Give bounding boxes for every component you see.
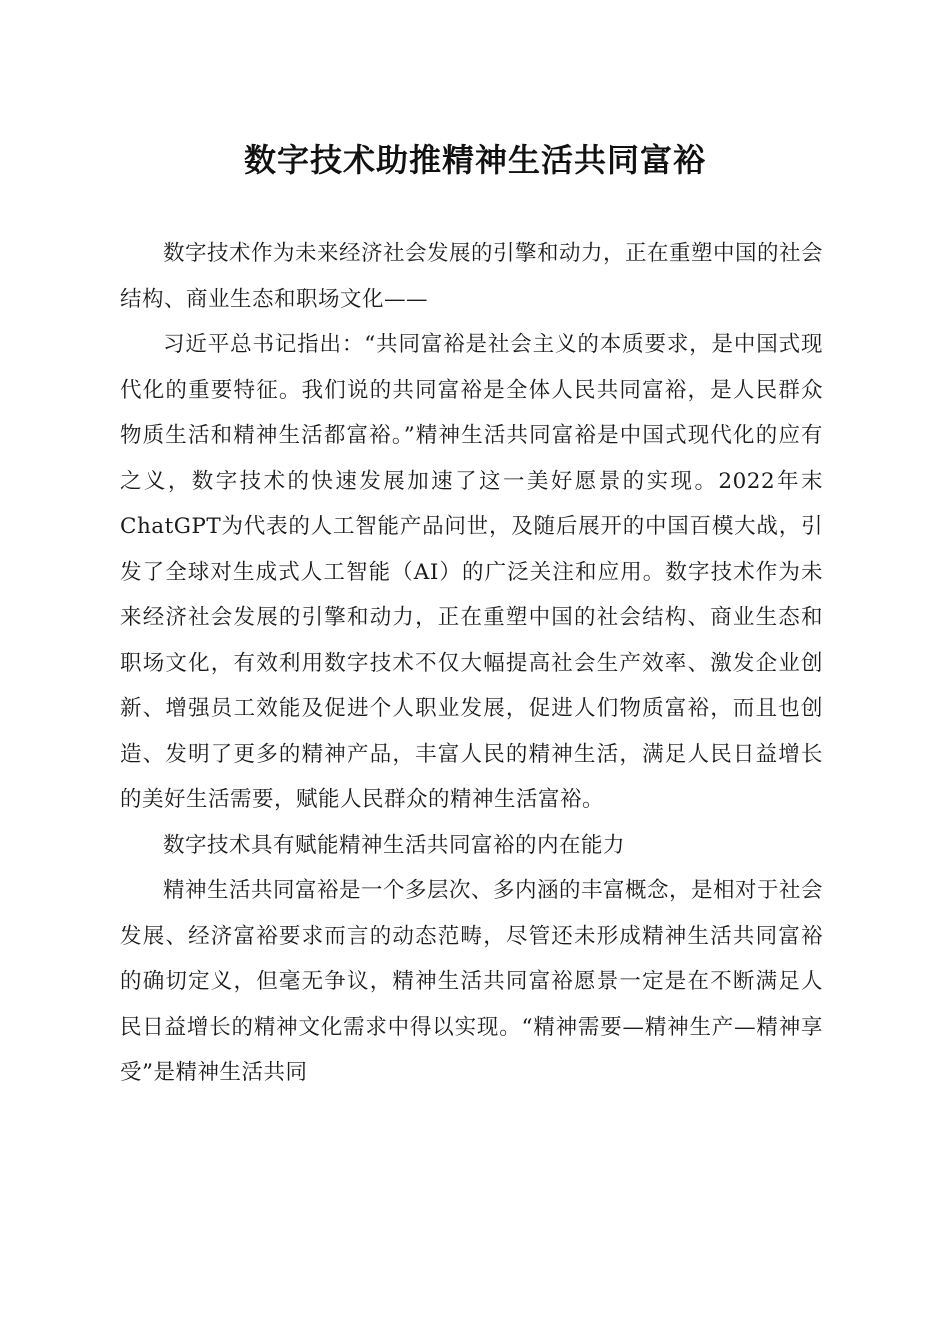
- paragraph-main: 习近平总书记指出：“共同富裕是社会主义的本质要求，是中国式现代化的重要特征。我们说的共同富裕是全体人民共同富裕，是人民群众物质生活和精神生活都富裕。”精神生活共同富裕是中国式现代化的应有之义，数字技术的快速发展加速了这一美好愿景的实现。2022年末ChatGPT为代表的人工智能产品问世，及随后展开的中国百模大战，引发了全球对生成式人工智能（AI）的广泛关注和应用。数字技术作为未来经济社会发展的引擎和动力，正在重塑中国的社会结构、商业生态和职场文化，有效利用数字技术不仅大幅提高社会生产效率、激发企业创新、增强员工效能及促进个人职业发展，促进人们物质富裕，而且也创造、发明了更多的精神产品，丰富人民的精神生活，满足人民日益增长的美好生活需要，赋能人民群众的精神生活富裕。: [120, 332, 823, 812]
- section-heading: 数字技术具有赋能精神生活共同富裕的内在能力: [163, 832, 626, 858]
- paragraph-section: 精神生活共同富裕是一个多层次、多内涵的丰富概念，是相对于社会发展、经济富裕要求而言的动态范畴，尽管还未形成精神生活共同富裕的确切定义，但毫无争议，精神生活共同富裕愿景一定是在不断满足人民日益增长的精神文化需求中得以实现。“精神需要—精神生产—精神享受”是精神生活共同: [120, 878, 824, 1085]
- document-title: 数字技术助推精神生活共同富裕: [243, 141, 706, 179]
- paragraph-intro: 数字技术作为未来经济社会发展的引擎和动力，正在重塑中国的社会结构、商业生态和职场文化——: [120, 241, 824, 312]
- document-body: [120, 231, 823, 1096]
